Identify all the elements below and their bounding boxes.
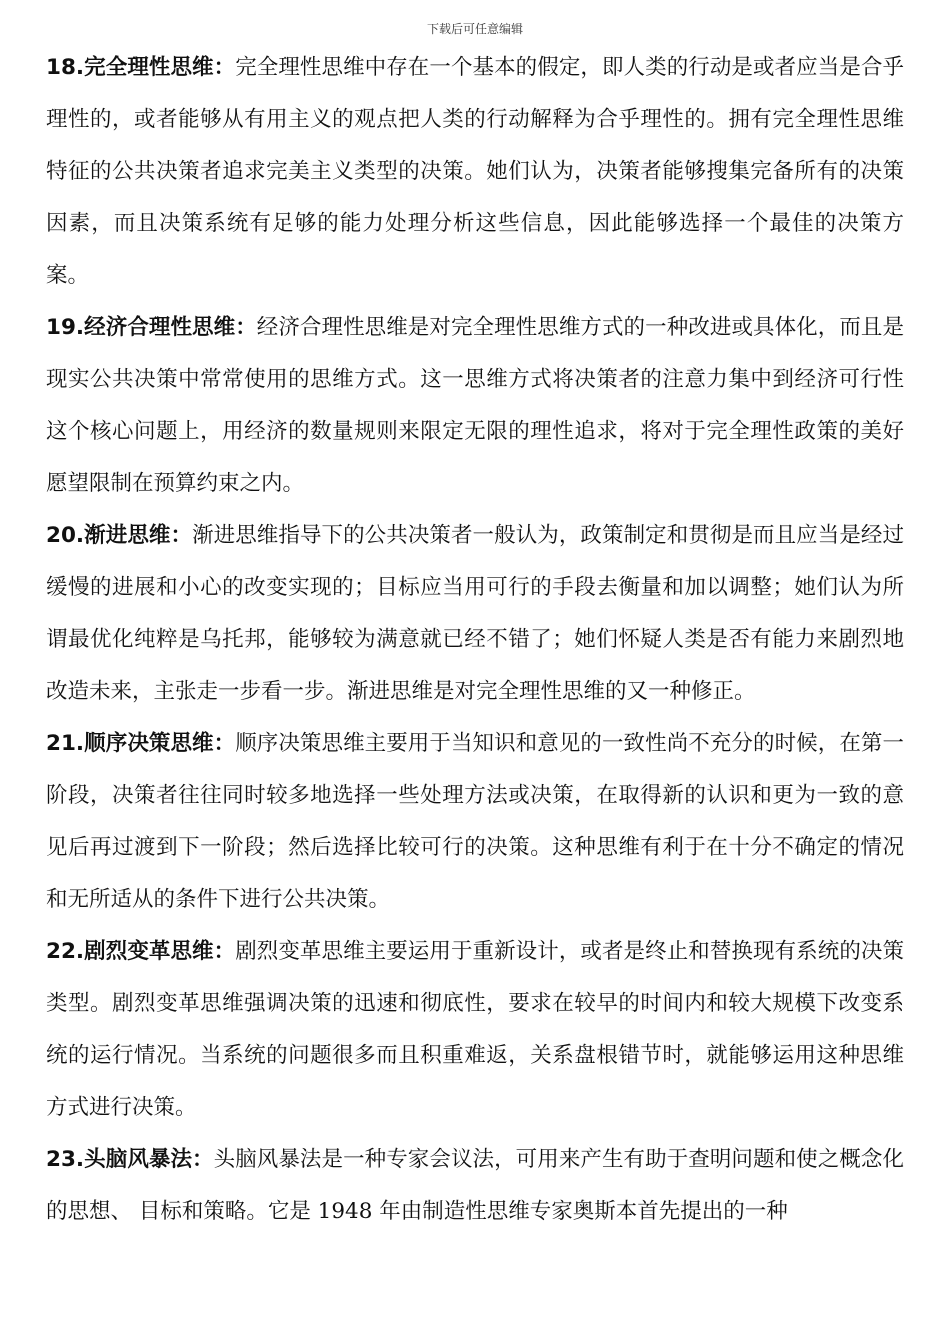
entry-body: 头脑风暴法是一种专家会议法，可用来产生有助于查明问题和使之概念化的思想、 目标和策略。它是 1948 年由制造性思维专家奥斯本首先提出的一种 — [46, 1147, 904, 1224]
entry-term: 头脑风暴法 — [84, 1147, 193, 1172]
entry-body: 渐进思维指导下的公共决策者一般认为，政策制定和贯彻是而且应当是经过缓慢的进展和小心的改变实现的；目标应当用可行的手段去衡量和加以调整；她们认为所谓最优化纯粹是乌托邦，能够较为满意就已经不错了；她们怀疑人类是否有能力来剧烈地改造未来，主张走一步看一步。渐进思维是对完全理性思维的又一种修正。 — [46, 523, 904, 704]
entry-18 — [46, 42, 904, 302]
entry-separator: ： — [213, 939, 236, 964]
entry-body: 完全理性思维中存在一个基本的假定，即人类的行动是或者应当是合乎理性的，或者能够从有用主义的观点把人类的行动解释为合乎理性的。拥有完全理性思维特征的公共决策者追求完美主义类型的决策。她们认为，决策者能够搜集完备所有的决策因素，而且决策系统有足够的能力处理分析这些信息，因此能够选择一个最佳的决策方案。 — [46, 55, 904, 288]
entry-number: 22. — [46, 939, 85, 964]
entry-20 — [46, 510, 904, 718]
entry-separator: ： — [192, 1147, 214, 1172]
entry-separator: ： — [235, 315, 257, 340]
page-header: 下载后可任意编辑 — [426, 22, 523, 36]
entry-number: 20. — [46, 523, 85, 548]
entry-body: 顺序决策思维主要用于当知识和意见的一致性尚不充分的时候，在第一阶段，决策者往往同时较多地选择一些处理方法或决策，在取得新的认识和更为一致的意见后再过渡到下一阶段；然后选择比较可行的决策。这种思维有利于在十分不确定的情况和无所适从的条件下进行公共决策。 — [46, 731, 904, 912]
entry-body: 剧烈变革思维主要运用于重新设计，或者是终止和替换现有系统的决策类型。剧烈变革思维强调决策的迅速和彻底性，要求在较早的时间内和较大规模下改变系统的运行情况。当系统的问题很多而且积重难返，关系盘根错节时，就能够运用这种思维方式进行决策。 — [46, 939, 904, 1120]
entry-separator: ： — [170, 523, 193, 548]
entry-term: 顺序决策思维 — [84, 731, 214, 756]
entry-term: 渐进思维 — [84, 523, 171, 548]
entry-number: 18. — [46, 55, 85, 80]
entry-19 — [46, 302, 904, 510]
entry-term: 经济合理性思维 — [84, 315, 236, 340]
document-body — [46, 42, 904, 1238]
entry-separator: ： — [213, 55, 236, 80]
entry-number: 19. — [46, 315, 85, 340]
entry-21 — [46, 718, 904, 926]
entry-term: 剧烈变革思维 — [84, 939, 214, 964]
entry-number: 23. — [46, 1147, 85, 1172]
entry-22 — [46, 926, 904, 1134]
entry-term: 完全理性思维 — [84, 55, 214, 80]
entry-number: 21. — [46, 731, 85, 756]
entry-23 — [46, 1134, 904, 1238]
entry-separator: ： — [213, 731, 236, 756]
entry-body: 经济合理性思维是对完全理性思维方式的一种改进或具体化，而且是现实公共决策中常常使用的思维方式。这一思维方式将决策者的注意力集中到经济可行性这个核心问题上，用经济的数量规则来限定无限的理性追求，将对于完全理性政策的美好愿望限制在预算约束之内。 — [46, 315, 904, 496]
